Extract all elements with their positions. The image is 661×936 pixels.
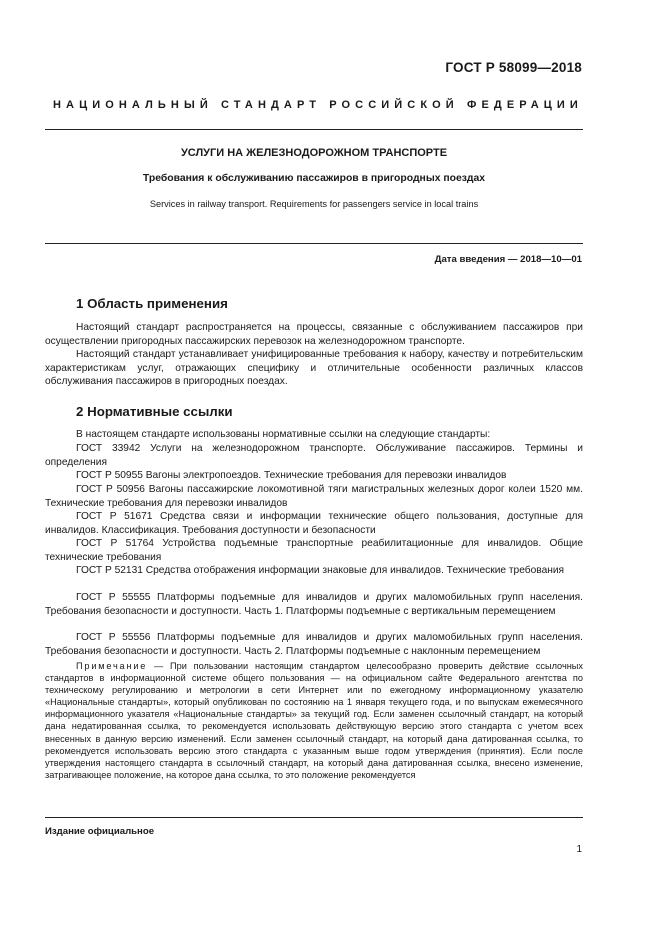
reference-item: ГОСТ Р 50956 Вагоны пассажирские локомотивной тяги магистральных железных дорог колеи 1520 мм. Технические требования для перевозки инвалидов — [45, 484, 583, 509]
reference-item: ГОСТ Р 51764 Устройства подъемные транспортные реабилитационные для инвалидов. Общие технические требования — [45, 538, 583, 563]
note-text: — При пользовании настоящим стандартом целесообразно проверить действие ссылочных стандартов в информационной системе общего пользования — на официальном сайте Федерального агентства по техническому регулированию и метрологии в сети Интернет или по ежегодному информационному указателю «Национальные стандарты», который опубликован по состоянию на 1 января текущего года, и по выпускам ежемесячного информационного указателя «Национальные стандарты» за текущий год. Если заменен ссылочный стандарт, на который дана недатированная ссылка, то рекомендуется использовать действующую версию этого стандарта с учетом всех внесенных в данную версию изменений. Если заменен ссылочный стандарт, на который дана датированная ссылка, то рекомендуется использовать версию этого стандарта с указанным выше годом утверждения (принятия). Если после утверждения настоящего стандарта в ссылочный стандарт, на который дана датированная ссылка, внесено изменение, затрагивающее положение, на которое дана ссылка, то это положение рекомендуется — [45, 661, 583, 780]
document-code: ГОСТ Р 58099—2018 — [445, 60, 582, 75]
scope-paragraph: Настоящий стандарт распространяется на процессы, связанные с обслуживанием пассажиров при осуществлении пригородных пассажирских перевозок на железнодорожном транспорте. — [45, 322, 583, 347]
standard-subtitle: Требования к обслуживанию пассажиров в пригородных поездах — [142, 173, 486, 184]
scope-paragraph: Настоящий стандарт устанавливает унифицированные требования к набору, качеству и потребительским характеристикам услуг, отражающих специфику и отличительные особенности различных классов обслуживания пассажиров в пригородных поездах. — [45, 349, 583, 388]
reference-item: ГОСТ Р 55555 Платформы подъемные для инвалидов и других маломобильных групп населения. Требования безопасности и доступности. Часть 1. Платформы подъемные с вертикальным перемещением — [45, 592, 583, 617]
reference-item: ГОСТ 33942 Услуги на железнодорожном транспорте. Обслуживание пассажиров. Термины и определения — [45, 443, 583, 468]
reference-item: ГОСТ Р 55556 Платформы подъемные для инвалидов и других маломобильных групп населения. Требования безопасности и доступности. Часть 2. Платформы подъемные с наклонным перемещением — [45, 632, 583, 657]
references-intro: В настоящем стандарте использованы нормативные ссылки на следующие стандарты: — [76, 429, 491, 440]
reference-item: ГОСТ Р 51671 Средства связи и информации технические общего пользования, доступные для инвалидов. Классификация. Требования доступности и безопасности — [45, 511, 583, 536]
edition-label: Издание официальное — [45, 826, 155, 837]
page-number: 1 — [576, 844, 582, 855]
standard-title: УСЛУГИ НА ЖЕЛЕЗНОДОРОЖНОМ ТРАНСПОРТЕ — [180, 147, 448, 159]
middle-divider — [45, 243, 583, 244]
reference-item: ГОСТ Р 52131 Средства отображения информации знаковые для инвалидов. Технические требования — [76, 565, 565, 576]
english-title: Services in railway transport. Requirements for passengers service in local trains — [149, 199, 479, 209]
introduction-date: Дата введения — 2018—10—01 — [434, 254, 582, 265]
reference-item: ГОСТ Р 50955 Вагоны электропоездов. Технические требования для перевозки инвалидов — [76, 470, 507, 481]
note-label: Примечание — [76, 661, 148, 671]
national-standard-banner: НАЦИОНАЛЬНЫЙ СТАНДАРТ РОССИЙСКОЙ ФЕДЕРАЦИИ — [53, 99, 583, 111]
footer-divider — [45, 817, 583, 818]
top-divider — [45, 129, 583, 130]
section-heading-references: 2 Нормативные ссылки — [76, 404, 233, 419]
references-note — [45, 660, 583, 781]
section-heading-scope: 1 Область применения — [76, 296, 228, 311]
